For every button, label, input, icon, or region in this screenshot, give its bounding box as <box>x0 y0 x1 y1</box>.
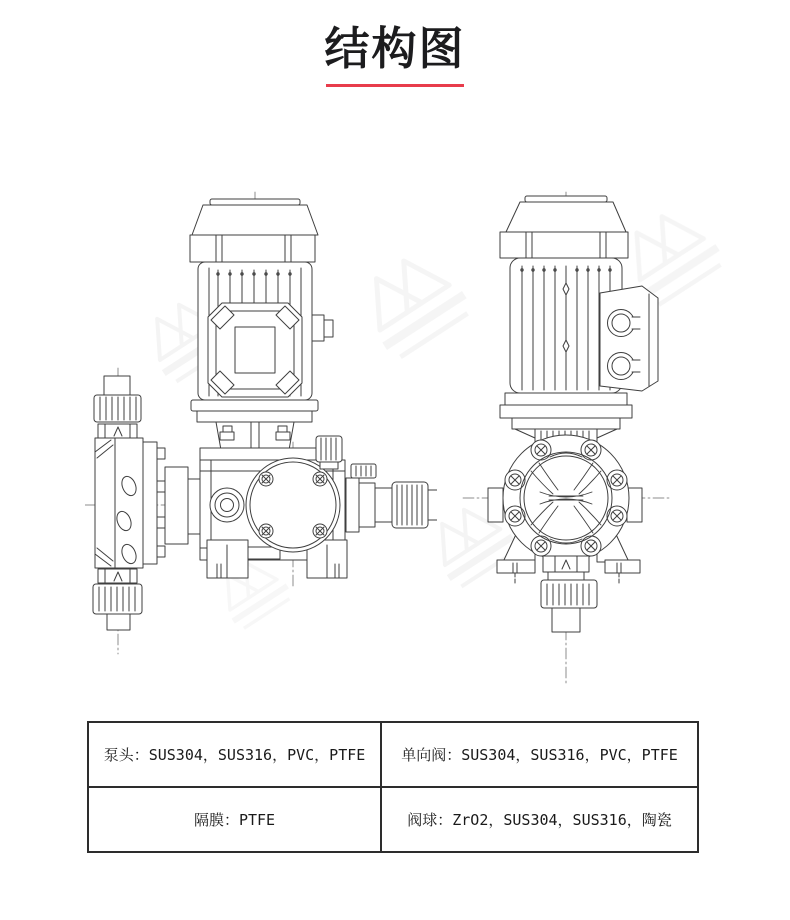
valve-cap-nut <box>541 580 597 608</box>
spec-cell-valve-ball: 阀球：ZrO2，SUS304，SUS316，陶瓷 <box>381 787 698 852</box>
motor-flange-stack <box>500 393 632 429</box>
vent-valve-knob <box>316 436 342 469</box>
side-tab-left <box>488 488 503 522</box>
pump-flange-circle <box>246 458 340 552</box>
valve-hex-bottom <box>98 569 137 583</box>
table-row <box>88 722 698 787</box>
materials-spec-table <box>87 721 699 853</box>
flange-screw <box>259 472 273 486</box>
stroke-adjust-shaft <box>346 464 393 532</box>
valve-column <box>93 376 201 630</box>
flange-bolt <box>581 536 601 556</box>
table-row <box>88 787 698 852</box>
bottom-valve <box>541 556 597 632</box>
valve-hex-top <box>98 424 137 438</box>
flange-screw <box>313 524 327 538</box>
flange-bolt <box>505 506 525 526</box>
pump-front-view-drawing <box>455 190 735 690</box>
spec-cell-diaphragm: 隔膜：PTFE <box>88 787 381 852</box>
valve-stub <box>552 608 580 632</box>
pump-head-flange <box>503 435 629 561</box>
stroke-adjust-knob <box>392 482 437 528</box>
valve-body <box>95 438 143 568</box>
terminal-box <box>600 286 658 391</box>
pump-side-view-drawing <box>85 190 437 660</box>
page-title: 结构图 <box>324 23 466 74</box>
motor-fan-cover <box>192 199 318 235</box>
flange-bolt <box>581 440 601 460</box>
lantern-bracket <box>216 422 294 450</box>
flange-bolt <box>607 470 627 490</box>
spec-cell-pump-head: 泵头：SUS304，SUS316，PVC，PTFE <box>88 722 381 787</box>
valve-hex-collar <box>543 556 589 572</box>
valve-cap-nut-top <box>94 395 141 422</box>
flange-bolt <box>531 440 551 460</box>
spec-cell-check-valve: 单向阀：SUS304，SUS316，PVC，PTFE <box>381 722 698 787</box>
flange-bolt <box>531 536 551 556</box>
flange-screw <box>259 524 273 538</box>
flange-screw <box>313 472 327 486</box>
motor-band <box>500 232 628 258</box>
terminal-box <box>208 303 302 397</box>
valve-cap-nut-bottom <box>93 584 142 614</box>
motor-band <box>190 235 315 262</box>
valve-flange <box>143 442 165 564</box>
motor-flange <box>191 400 318 422</box>
valve-adapter <box>165 467 201 544</box>
oil-sight-port <box>210 488 244 522</box>
conduit-nub <box>312 315 333 341</box>
motor-fan-cover <box>506 196 626 232</box>
flange-bolt <box>505 470 525 490</box>
flange-bolt <box>607 506 627 526</box>
